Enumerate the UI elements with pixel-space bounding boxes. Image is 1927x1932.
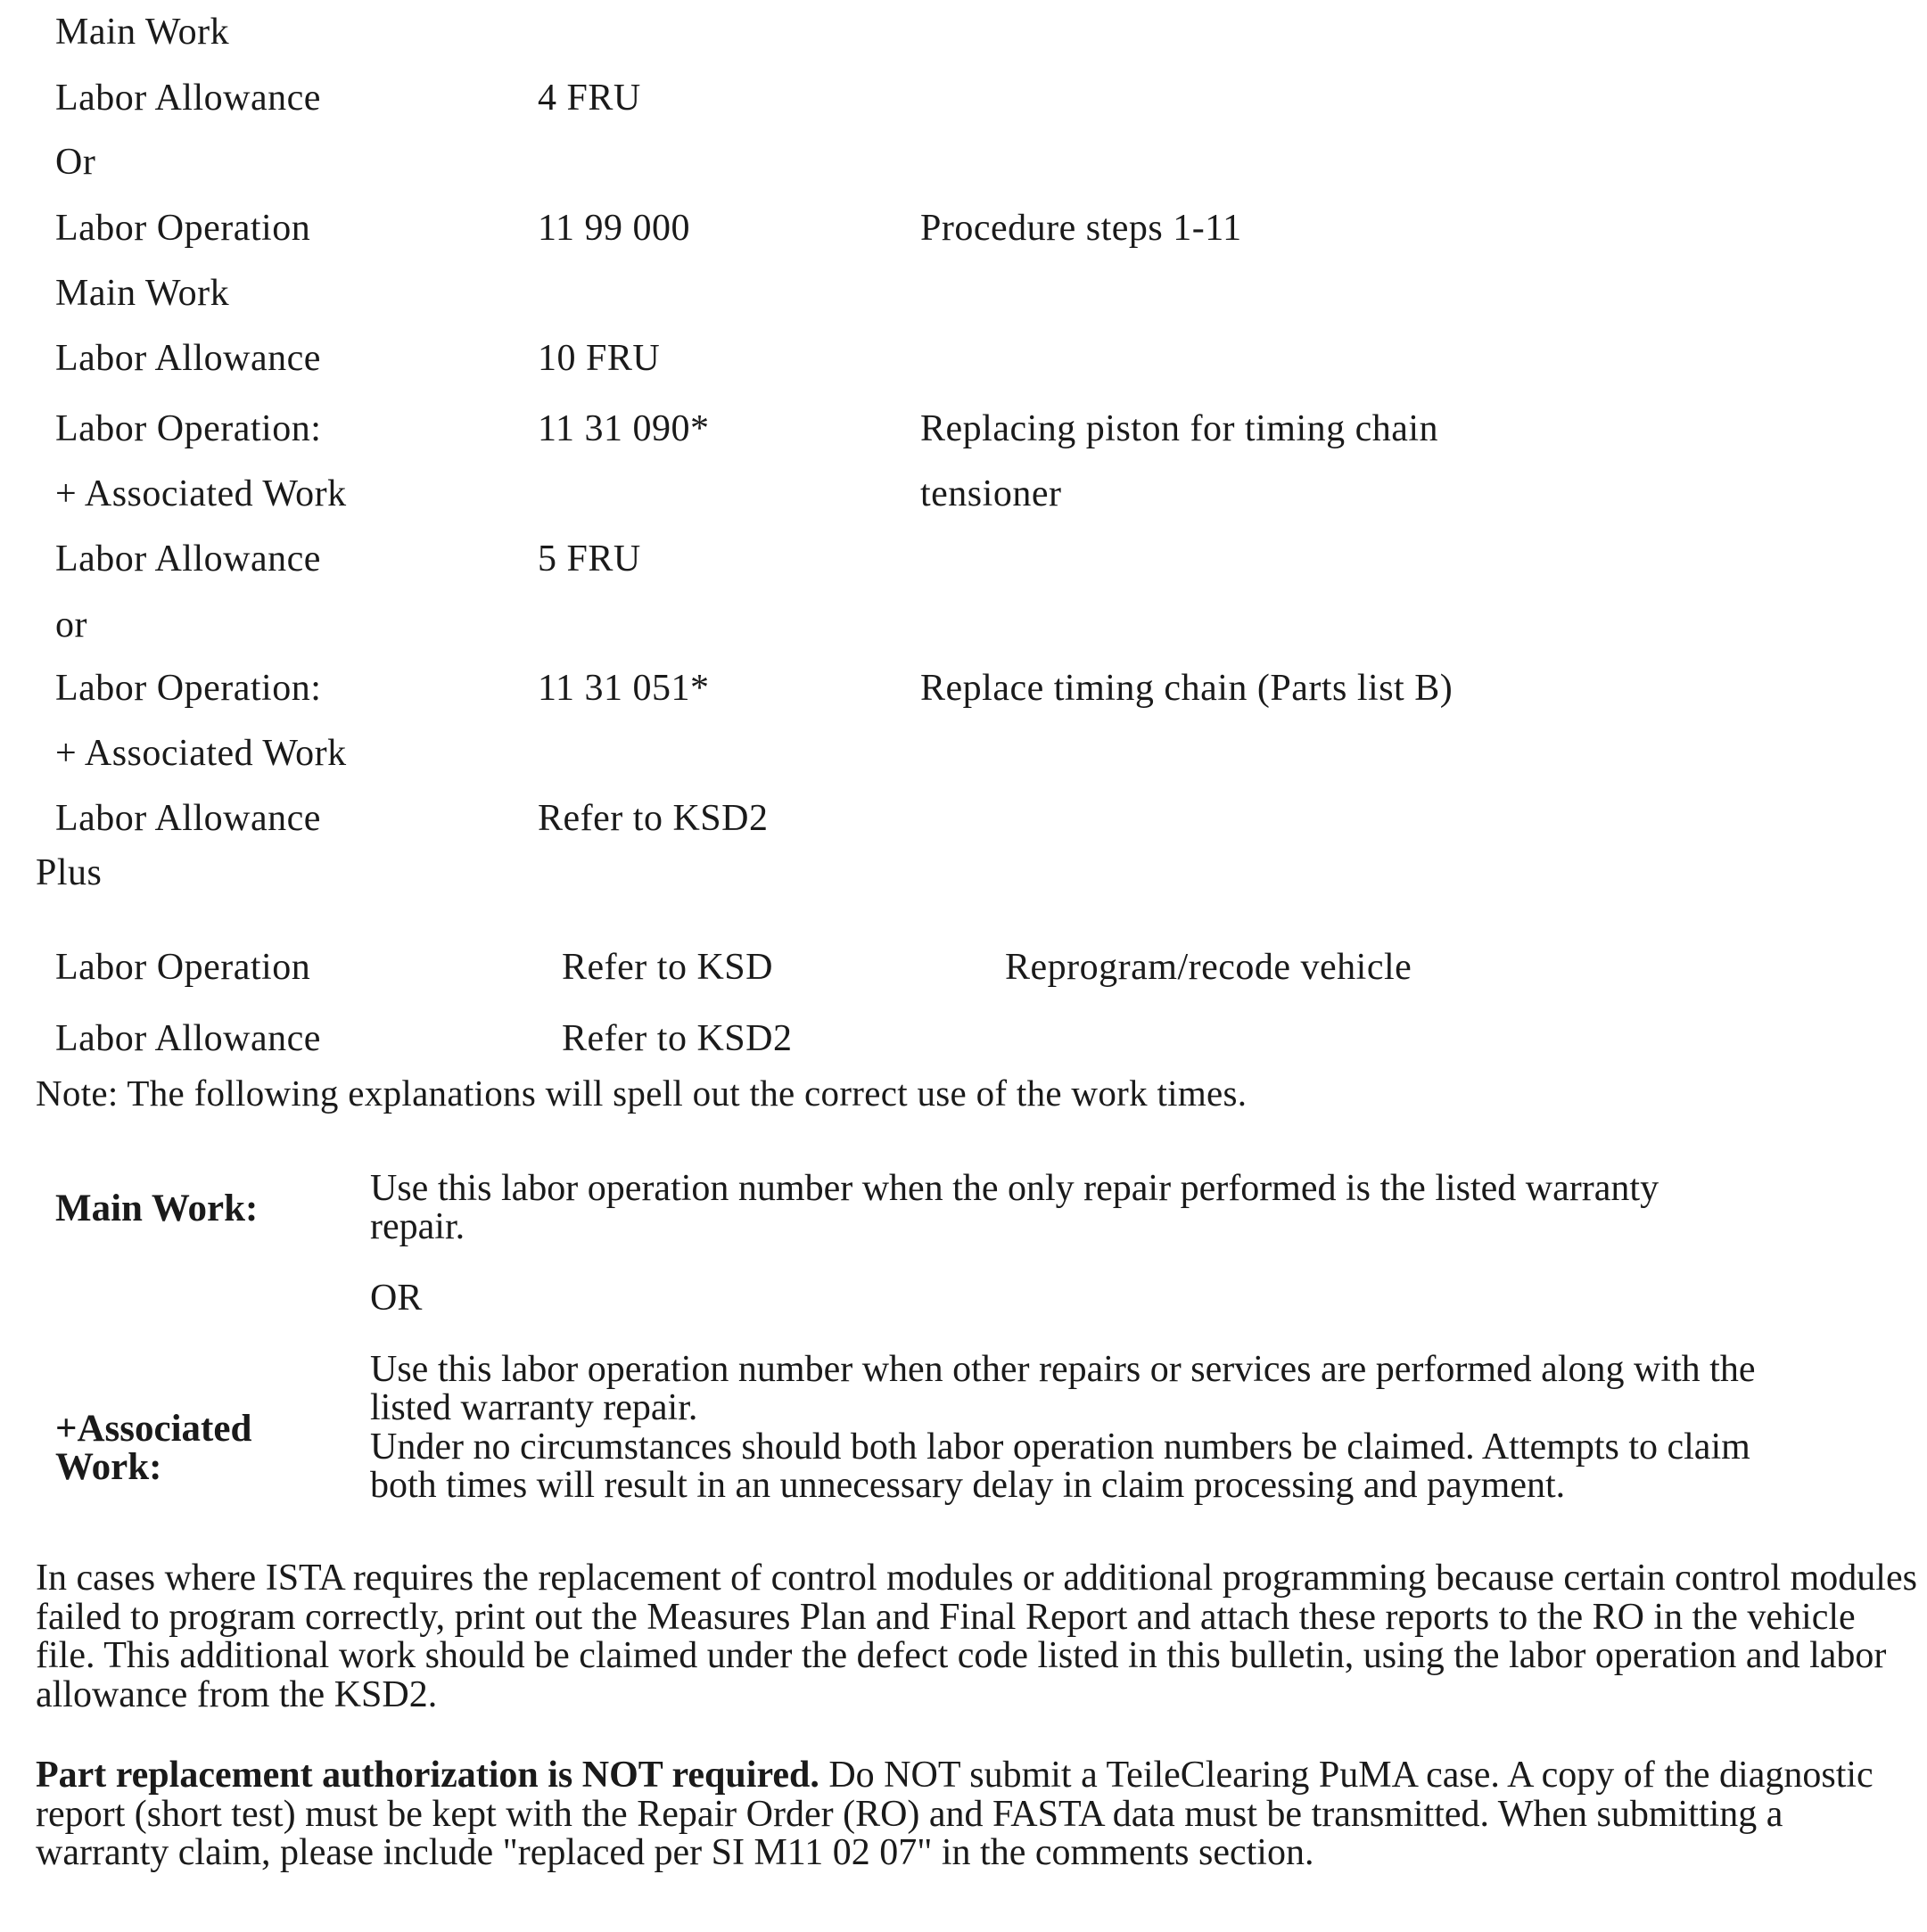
row-16-value: Refer to KSD2 bbox=[562, 1018, 793, 1059]
main-work-term: Main Work: bbox=[55, 1188, 259, 1229]
row-3-label: Or bbox=[55, 142, 96, 183]
row-4-description: Procedure steps 1-11 bbox=[920, 208, 1242, 249]
ista-paragraph: In cases where ISTA requires the replacement of control modules or additional programming because certain control modules failed to program correctly, print out the Measures Plan and Final Report and attach these reports to the RO in the vehicle file. This additional work should be claimed under the defect code listed in this bulletin, using the labor operation and labor allowance from the KSD2. bbox=[36, 1558, 1917, 1715]
row-15-label: Labor Operation bbox=[55, 947, 311, 988]
row-15-description: Reprogram/recode vehicle bbox=[1005, 947, 1412, 988]
row-6-value: 10 FRU bbox=[538, 338, 661, 379]
row-11-label: Labor Operation: bbox=[55, 668, 322, 709]
authorization-bold-text: Part replacement authorization is NOT required. bbox=[36, 1755, 819, 1796]
row-15-value: Refer to KSD bbox=[562, 947, 773, 988]
row-6-label: Labor Allowance bbox=[55, 338, 321, 379]
associated-work-term: +Associated Work: bbox=[55, 1408, 252, 1488]
row-9-value: 5 FRU bbox=[538, 538, 641, 580]
row-11-value: 11 31 051* bbox=[538, 668, 710, 709]
authorization-body-text: Do NOT submit a TeileClearing PuMA case. A copy of the diagnostic report (short test) must be kept with the Repair Order (RO) and FASTA data must be transmitted. When submitting a warranty claim, please include "replaced per SI M11 02 07" in the comments section. bbox=[36, 1755, 1873, 1873]
row-4-label: Labor Operation bbox=[55, 208, 311, 249]
plus-label: Plus bbox=[36, 852, 103, 893]
row-4-value: 11 99 000 bbox=[538, 208, 690, 249]
row-8-label: + Associated Work bbox=[55, 473, 347, 514]
note-text: Note: The following explanations will spell out the correct use of the work times. bbox=[36, 1073, 1248, 1114]
row-7-value: 11 31 090* bbox=[538, 408, 710, 449]
row-2-label: Labor Allowance bbox=[55, 78, 321, 119]
or-separator: OR bbox=[370, 1278, 423, 1319]
row-2-value: 4 FRU bbox=[538, 78, 641, 119]
authorization-paragraph bbox=[36, 1756, 1917, 1873]
row-13-value: Refer to KSD2 bbox=[538, 798, 769, 839]
row-8-description: tensioner bbox=[920, 473, 1062, 514]
main-work-definition: Use this labor operation number when the only repair performed is the listed warranty repair. bbox=[370, 1168, 1659, 1247]
row-11-description: Replace timing chain (Parts list B) bbox=[920, 668, 1453, 709]
row-12-label: + Associated Work bbox=[55, 733, 347, 774]
associated-work-definition-1: Use this labor operation number when other repairs or services are performed along with the listed warranty repair. bbox=[370, 1349, 1756, 1428]
row-1-label: Main Work bbox=[55, 12, 230, 53]
row-7-label: Labor Operation: bbox=[55, 408, 322, 449]
row-5-label: Main Work bbox=[55, 273, 230, 314]
row-7-description: Replacing piston for timing chain bbox=[920, 408, 1439, 449]
row-9-label: Labor Allowance bbox=[55, 538, 321, 580]
associated-work-definition-2: Under no circumstances should both labor operation numbers be claimed. Attempts to claim both times will result in an unnecessary delay in claim processing and payment. bbox=[370, 1426, 1750, 1506]
row-16-label: Labor Allowance bbox=[55, 1018, 321, 1059]
row-10-label: or bbox=[55, 604, 87, 645]
row-13-label: Labor Allowance bbox=[55, 798, 321, 839]
